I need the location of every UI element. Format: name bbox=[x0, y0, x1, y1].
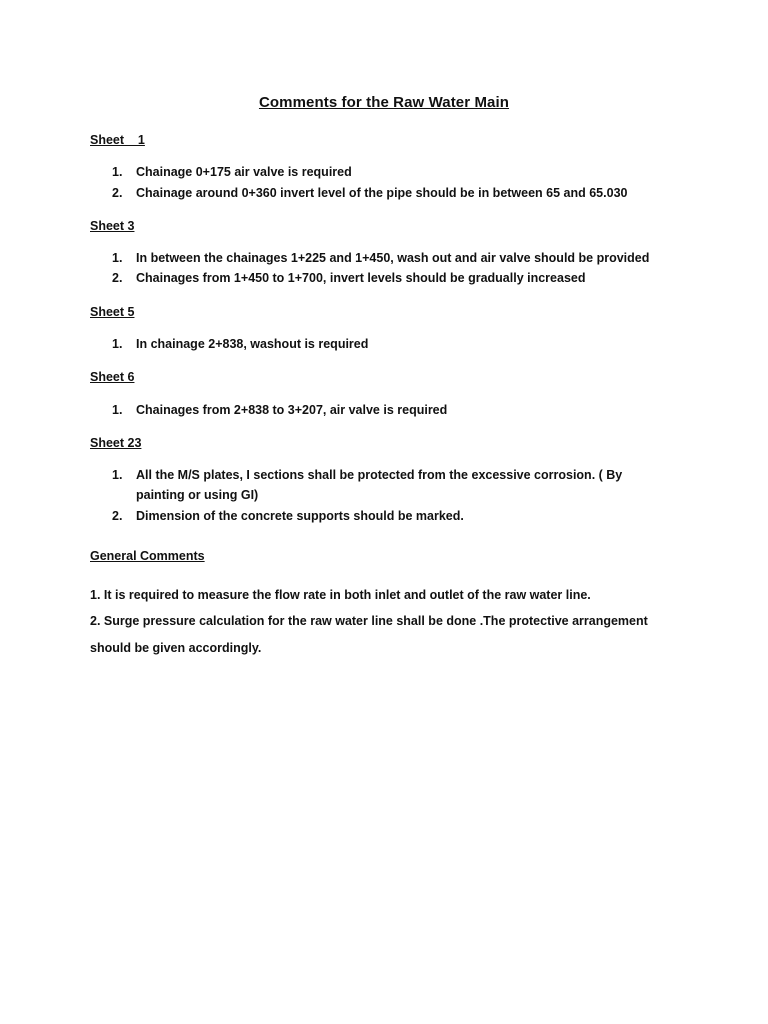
item-number: 1. bbox=[112, 403, 123, 417]
item-text: In chainage 2+838, washout is required bbox=[136, 337, 369, 351]
item-text: Chainages from 2+838 to 3+207, air valve is required bbox=[136, 403, 448, 417]
item-text: Chainage 0+175 air valve is required bbox=[136, 165, 352, 179]
item-number: 2. bbox=[112, 271, 123, 285]
item-text: Chainages from 1+450 to 1+700, invert levels should be gradually increased bbox=[136, 271, 586, 285]
sheet-3-item-1 bbox=[112, 248, 692, 268]
item-text: In between the chainages 1+225 and 1+450, wash out and air valve should be provided bbox=[136, 251, 650, 265]
item-text: All the M/S plates, I sections shall be protected from the excessive corrosion. ( By painting or using GI) bbox=[136, 468, 623, 502]
general-comment-1: 1. It is required to measure the flow rate in both inlet and outlet of the raw water line. bbox=[90, 588, 591, 602]
item-number: 1. bbox=[112, 468, 123, 482]
item-number: 2. bbox=[112, 186, 123, 200]
sheet-3-heading: Sheet 3 bbox=[90, 219, 135, 233]
item-number: 1. bbox=[112, 251, 123, 265]
sheet-1-item-1 bbox=[112, 162, 692, 182]
sheet-1-item-2 bbox=[112, 183, 692, 203]
sheet-23-item-2 bbox=[112, 506, 692, 526]
sheet-23-item-1 bbox=[112, 465, 672, 505]
item-text: Chainage around 0+360 invert level of the pipe should be in between 65 and 65.030 bbox=[136, 186, 628, 200]
sheet-6-item-1 bbox=[112, 400, 692, 420]
sheet-6-heading: Sheet 6 bbox=[90, 370, 135, 384]
general-comments-heading: General Comments bbox=[90, 549, 205, 563]
item-number: 2. bbox=[112, 509, 123, 523]
sheet-5-item-1 bbox=[112, 334, 692, 354]
sheet-23-heading: Sheet 23 bbox=[90, 436, 142, 450]
document-title: Comments for the Raw Water Main bbox=[258, 94, 510, 111]
sheet-1-heading: Sheet 1 bbox=[90, 133, 145, 147]
item-number: 1. bbox=[112, 165, 123, 179]
sheet-5-heading: Sheet 5 bbox=[90, 305, 135, 319]
sheet-3-item-2 bbox=[112, 268, 692, 288]
item-text: Dimension of the concrete supports should be marked. bbox=[136, 509, 464, 523]
item-number: 1. bbox=[112, 337, 123, 351]
general-comment-2: 2. Surge pressure calculation for the raw water line shall be done .The protective arrangement should be given accordingly. bbox=[90, 614, 648, 655]
